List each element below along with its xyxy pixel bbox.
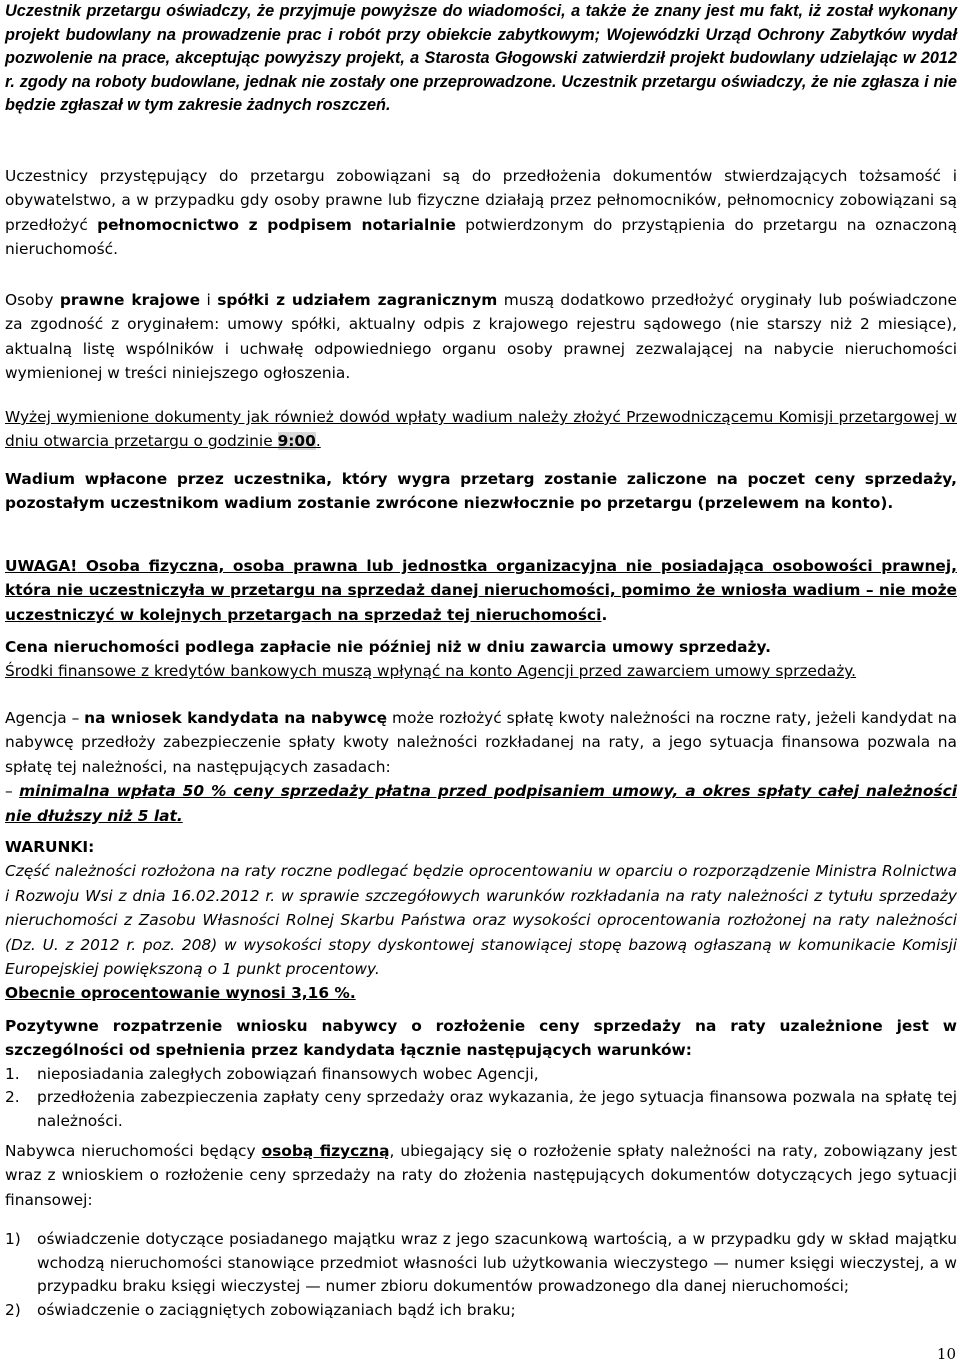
price-text: Cena nieruchomości podlega zapłacie nie później niż w dniu zawarcia umowy sprzedaży. <box>5 638 771 656</box>
list-item-text: nieposiadania zaległych zobowiązań finansowych wobec Agencji, <box>37 1064 539 1083</box>
minimum-payment-text: minimalna wpłata 50 % ceny sprzedaży płatna przed podpisaniem umowy, a okres spłaty całej należności nie dłuższy niż 5 lat. <box>5 782 957 825</box>
list-item-number: 1) <box>5 1230 21 1248</box>
opening-time: 9:00 <box>277 432 316 451</box>
warning-label: UWAGA! <box>5 557 78 575</box>
buyer-paragraph <box>5 1139 957 1212</box>
list-item-text: oświadczenie dotyczące posiadanego majątku wraz z jego szacunkową wartością, a w przypadku gdy w skład majątku wchodzą nieruchomości stanowiące przedmiot własności lub użytkowania wieczystego — numer księgi wieczystej, a w przypadku braku księgi wieczystej — numer zbioru dokumentów prowadzonego dla danej nieruchomości; <box>37 1230 957 1296</box>
installments-bold: na wniosek kandydata na nabywcę <box>84 709 388 727</box>
positive-consideration-text: Pozytywne rozpatrzenie wniosku nabywcy o rozłożenie ceny sprzedaży na raty uzależnione jest w szczególności od spełnienia przez kandydata łącznie następujących warunków: <box>5 1017 957 1060</box>
proxy-paragraph <box>5 164 957 262</box>
list-item-text: przedłożenia zabezpieczenia zapłaty ceny sprzedaży oraz wykazania, że jego sytuacja finansowa pozwala na spłatę tej należności. <box>37 1088 957 1130</box>
warning-text: Osoba fizyczna, osoba prawna lub jednostka organizacyjna nie posiadająca osobowości prawnej, która nie uczestniczyła w przetargu na sprzedaż danej nieruchomości, pomimo że wniosła wadium – nie może uczestniczyć w kolejnych przetargach na sprzedaż tej nieruchomości <box>5 557 957 624</box>
conditions-heading: WARUNKI: <box>5 838 95 856</box>
buyer-text-2: , ubiegający się o rozłożenie spłaty należności na raty, zobowiązany jest wraz z wnioskiem o rozłożenie ceny sprzedaży na raty do złożenia następujących dokumentów dotyczących jego sytuacji finansowej: <box>5 1142 957 1209</box>
list-item-number: 1. <box>5 1064 20 1083</box>
proxy-bold: pełnomocnictwo z podpisem notarialnie <box>97 215 456 234</box>
list-item-text: oświadczenie o zaciągniętych zobowiązaniach bądź ich braku; <box>37 1300 516 1319</box>
installments-dash: – <box>5 782 20 801</box>
list-item-number: 2. <box>5 1088 20 1107</box>
legal-text-3: muszą dodatkowo przedłożyć oryginały lub poświadczone za zgodność z oryginałem: umowy spółki, aktualny odpis z krajowego rejestru sądowego (nie starszy niż 2 miesiące), aktualną listę wspólników i uchwałę odpowiedniego organu osoby prawnej zezwalającej na nabycie nieruchomości wymienionej w treści niniejszego ogłoszenia. <box>5 291 958 383</box>
interest-rate-text: Obecnie oprocentowanie wynosi 3,16 %. <box>5 984 356 1003</box>
list-item <box>5 1228 957 1299</box>
list-item <box>5 1063 957 1087</box>
list-item-number: 2) <box>5 1300 21 1319</box>
warning-text-end: . <box>601 605 608 624</box>
bank-funds-text: Środki finansowe z kredytów bankowych muszą wpłynąć na konto Agencji przed zawarciem umowy sprzedaży. <box>5 662 857 681</box>
deposit-text: Wadium wpłacone przez uczestnika, który wygra przetarg zostanie zaliczone na poczet ceny sprzedaży, pozostałym uczestnikom wadium zostanie zwrócone niezwłocznie po przetargu (przelewem na konto). <box>5 470 957 513</box>
page-number: 10 <box>936 1345 956 1363</box>
conditions-list <box>5 1063 957 1134</box>
documents-text: Wyżej wymienione dokumenty jak również dowód wpłaty wadium należy złożyć Przewodniczącemu Komisji przetargowej w dniu otwarcia przetargu o godzinie <box>5 408 957 451</box>
buyer-bold: osobą fizyczną <box>261 1142 390 1160</box>
positive-consideration-section <box>5 1014 957 1134</box>
positive-consideration-heading <box>5 1014 957 1063</box>
buyer-text: Nabywca nieruchomości będący <box>5 1142 262 1160</box>
intro-text: Uczestnik przetargu oświadczy, że przyjmuje powyższe do wiadomości, a także że znany jest mu fakt, iż został wykonany projekt budowlany na prowadzenie prac i robót przy obiekcie zabytkowym; Wojewódzki Urząd Ochrony Zabytków wydał pozwolenie na prace, akceptując powyższy projekt, a Starosta Głogowski zatwierdził projekt budowlany udzielając w 2012 r. zgody na roboty budowlane, jednak nie zostały one przeprowadzone. Uczestnik przetargu oświadczy, że nie zgłasza i nie będzie zgłaszał w tym zakresie żadnych roszczeń. <box>5 2 957 115</box>
deposit-paragraph <box>5 467 957 516</box>
legal-bold-1: prawne krajowe <box>59 291 201 309</box>
list-item <box>5 1299 957 1323</box>
price-paragraph <box>5 635 957 684</box>
legal-bold-2: spółki z udziałem zagranicznym <box>217 291 498 309</box>
list-item <box>5 1086 957 1133</box>
conditions-text: Część należności rozłożona na raty roczne podlegać będzie oprocentowaniu w oparciu o rozporządzenie Ministra Rolnictwa i Rozwoju Wsi z dnia 16.02.2012 r. w sprawie szczegółowych warunków rozkładania na raty należności z tytułu sprzedaży nieruchomości z Zasobu Własności Rolnej Skarbu Państwa oraz wysokości oprocentowania rozłożonej na raty należności (Dz. U. z 2012 r. poz. 208) w wysokości stopy dyskontowej stanowiącej stopę bazową ogłaszaną w komunikacie Komisji Europejskiej powiększoną o 1 punkt procentowy. <box>5 862 957 979</box>
installments-paragraph <box>5 706 957 828</box>
installments-text-2: może rozłożyć spłatę kwoty należności na roczne raty, jeżeli kandydat na nabywcę przedłoży zabezpieczenie spłaty kwoty należności rozkładanej na raty, a jego sytuacja finansowa pozwala na spłatę tej należności, na następujących zasadach: <box>5 709 957 776</box>
conditions-paragraph <box>5 835 957 1006</box>
proxy-text-end: potwierdzonym do przystąpienia do przetargu na oznaczoną nieruchomość. <box>5 215 957 259</box>
legal-text-2: i <box>200 291 218 309</box>
proxy-text: Uczestnicy przystępujący do przetargu zobowiązani są do przedłożenia dokumentów stwierdzających tożsamość i obywatelstwo, a w przypadku gdy osoby prawne lub fizyczne działają przez pełnomocników, pełnomocnicy zobowiązani są przedłożyć <box>5 167 957 234</box>
documents-list <box>5 1228 957 1322</box>
documents-paragraph <box>5 405 957 454</box>
intro-paragraph <box>5 0 957 118</box>
warning-paragraph <box>5 554 957 627</box>
documents-text-end: . <box>315 432 321 451</box>
installments-text: Agencja – <box>5 709 85 727</box>
legal-entities-paragraph <box>5 288 957 386</box>
legal-text: Osoby <box>5 291 60 309</box>
